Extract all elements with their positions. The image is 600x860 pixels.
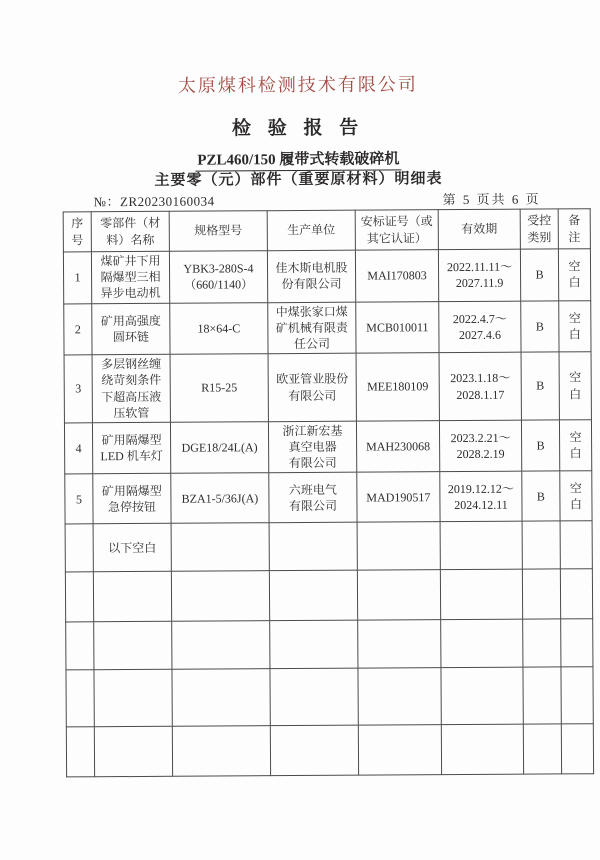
empty-cell <box>270 669 358 727</box>
cell-model: BZA1-5/36J(A) <box>171 473 269 524</box>
table-row <box>64 420 591 475</box>
table-row <box>64 352 591 423</box>
cell-control-class: B <box>521 420 559 472</box>
empty-cell <box>269 571 357 622</box>
cell-cert-no: MAI170803 <box>355 250 438 302</box>
cell-part-name: 煤矿井下用 隔爆型三相 异步电动机 <box>91 251 169 303</box>
empty-cell <box>171 571 269 622</box>
cell-validity: 2023.1.18～ 2028.1.17 <box>439 352 521 420</box>
header-validity: 有效期 <box>438 209 520 250</box>
empty-cell <box>65 572 93 622</box>
header-part-name: 零部件（材 料）名称 <box>91 211 169 251</box>
table-row <box>63 249 590 304</box>
empty-cell <box>523 619 561 667</box>
empty-cell <box>66 622 94 670</box>
empty-cell <box>522 569 560 619</box>
cell-manufacturer: 欧亚管业股份 有限公司 <box>268 353 356 421</box>
blank-note-row <box>65 521 592 572</box>
empty-cell <box>270 726 358 777</box>
cell-model: YBK3-280S-4 （660/1140） <box>169 251 267 303</box>
cell-no: 5 <box>65 474 93 524</box>
table-subtitle: 主要零（元）部件（重要原材料）明细表 <box>154 171 443 189</box>
page-indicator: 第 5 页共 6 页 <box>442 191 541 208</box>
cell-cert-no: MCB010011 <box>356 301 439 353</box>
empty-cell <box>522 521 560 569</box>
empty-cell <box>561 667 593 724</box>
empty-cell <box>94 622 172 670</box>
header-model: 规格型号 <box>169 211 267 252</box>
cell-cert-no: MEE180109 <box>356 353 439 421</box>
empty-cell <box>357 522 440 571</box>
empty-cell <box>440 522 522 571</box>
cell-no: 4 <box>64 423 92 475</box>
empty-cell <box>440 570 522 621</box>
cell-validity: 2023.2.21～ 2028.2.19 <box>439 420 521 472</box>
cell-cert-no: MAD190517 <box>357 472 440 523</box>
empty-cell <box>94 670 172 727</box>
empty-cell <box>523 724 561 774</box>
cell-model: 18×64-C <box>170 302 268 354</box>
empty-cell <box>93 572 171 622</box>
header-cert-no: 安标证号（或 其它认证） <box>355 210 438 251</box>
cell-control-class: B <box>521 352 559 420</box>
empty-cell <box>172 669 270 727</box>
table-header-row <box>63 209 590 252</box>
empty-row <box>65 569 592 622</box>
empty-cell <box>357 570 440 621</box>
cell-remark: 空 白 <box>560 471 592 521</box>
empty-row <box>66 724 593 777</box>
cell-remark: 空 白 <box>559 300 591 352</box>
cell-validity: 2022.4.7～ 2027.4.6 <box>439 301 521 353</box>
cell-control-class: B <box>521 300 559 352</box>
cell-validity: 2019.12.12～ 2024.12.11 <box>440 472 522 523</box>
empty-cell <box>441 620 523 669</box>
empty-cell <box>358 725 441 776</box>
blank-note-cell: 以下空白 <box>93 524 171 572</box>
header-manufacturer: 生产单位 <box>267 210 355 251</box>
cell-model: R15-25 <box>170 354 268 422</box>
cell-manufacturer: 浙江新宏基 真空电器 有限公司 <box>268 421 356 473</box>
empty-row <box>66 619 593 670</box>
doc-number: №：ZR20230160034 <box>93 193 215 210</box>
cell-part-name: 矿用隔爆型 LED 机车灯 <box>92 422 170 474</box>
empty-cell <box>94 727 172 777</box>
cell-no: 2 <box>64 303 92 355</box>
header-no: 序 号 <box>63 212 91 252</box>
empty-cell <box>358 668 441 726</box>
cell-manufacturer: 六班电气 有限公司 <box>269 473 357 524</box>
cell-manufacturer: 佳木斯电机股 份有限公司 <box>267 250 355 302</box>
cell-part-name: 多层钢丝缠 绕苛刻条件 下超高压液 压软管 <box>92 354 170 422</box>
cell-part-name: 矿用隔爆型 急停按钮 <box>93 474 171 524</box>
table-row <box>64 300 591 355</box>
empty-cell <box>560 521 592 569</box>
empty-cell <box>65 524 93 572</box>
empty-cell <box>560 569 592 619</box>
cell-remark: 空 白 <box>559 352 591 420</box>
empty-cell <box>66 727 94 777</box>
empty-row <box>66 667 593 727</box>
empty-cell <box>358 620 441 669</box>
empty-cell <box>270 621 358 670</box>
empty-cell <box>441 725 523 775</box>
report-title: 检 验 报 告 <box>231 117 365 140</box>
empty-cell <box>269 523 357 572</box>
empty-cell <box>441 668 523 725</box>
table-row <box>65 471 592 524</box>
empty-cell <box>561 724 593 774</box>
empty-cell <box>561 619 593 667</box>
cell-part-name: 矿用高强度 圆环链 <box>92 303 170 355</box>
header-control-class: 受控 类别 <box>520 209 558 249</box>
cell-no: 1 <box>63 252 91 304</box>
cell-control-class: B <box>520 249 558 301</box>
empty-cell <box>171 523 269 572</box>
cell-model: DGE18/24L(A) <box>170 422 268 474</box>
cell-validity: 2022.11.11～ 2027.11.9 <box>438 249 520 301</box>
cell-remark: 空 白 <box>558 249 590 301</box>
cell-no: 3 <box>64 355 92 423</box>
cell-cert-no: MAH230068 <box>356 421 439 473</box>
empty-cell <box>66 670 94 727</box>
cell-manufacturer: 中煤张家口煤 矿机械有限责 任公司 <box>268 302 356 354</box>
cell-remark: 空 白 <box>559 420 591 472</box>
header-remark: 备 注 <box>558 209 590 249</box>
doc-number-line <box>94 189 541 211</box>
product-name-underlined: PZL460/150 履带式转载破碎机 <box>195 147 401 171</box>
empty-cell <box>172 726 270 777</box>
cell-control-class: B <box>522 471 560 521</box>
parts-detail-table <box>63 208 594 778</box>
company-letterhead: 太原煤科检测技术有限公司 <box>177 74 418 96</box>
empty-cell <box>172 621 270 670</box>
empty-cell <box>523 667 561 724</box>
